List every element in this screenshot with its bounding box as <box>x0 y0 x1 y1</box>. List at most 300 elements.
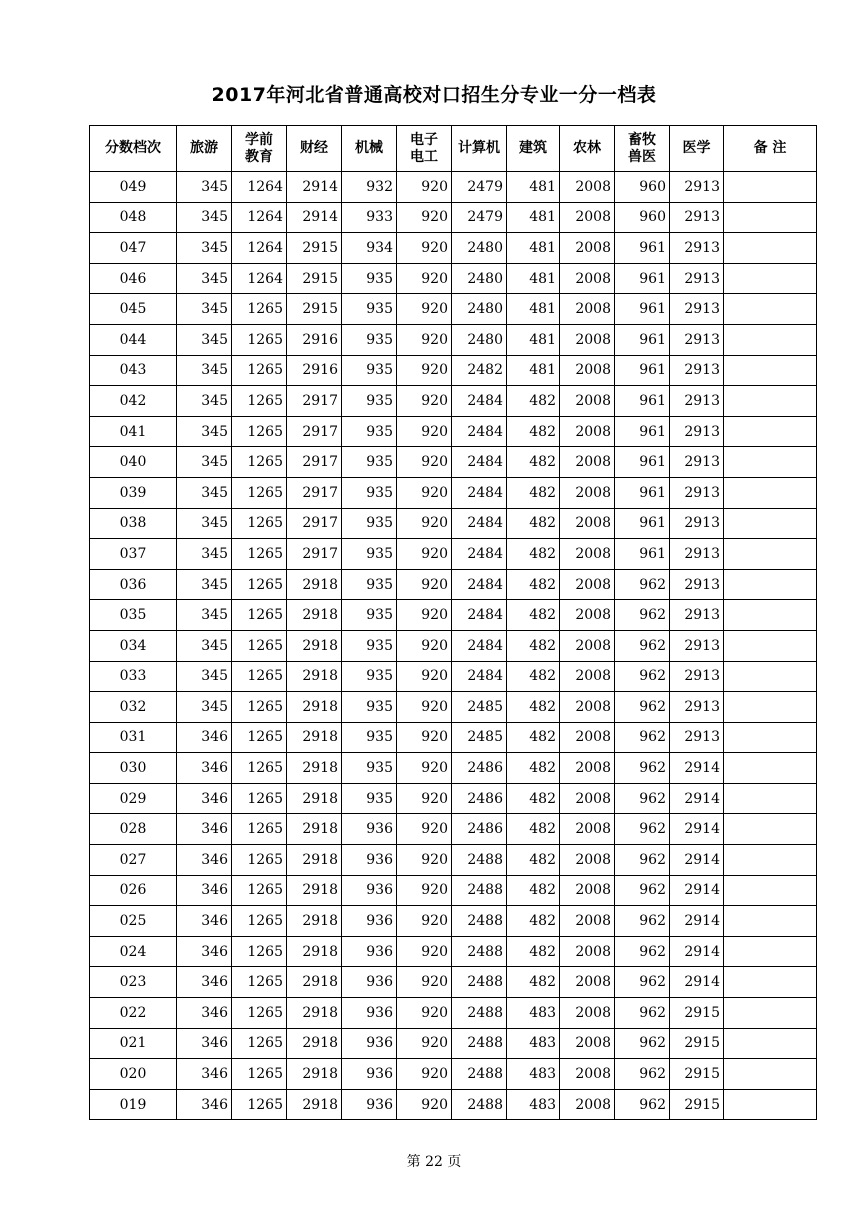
cell-yixue: 2913 <box>670 233 724 264</box>
cell-jianzhu: 482 <box>507 447 560 478</box>
cell-caijing: 2918 <box>287 783 342 814</box>
cell-yixue: 2913 <box>670 477 724 508</box>
cell-jixie: 935 <box>342 753 397 784</box>
cell-xueqian: 1264 <box>232 233 287 264</box>
cell-xueqian: 1265 <box>232 324 287 355</box>
cell-xumu: 962 <box>615 661 670 692</box>
cell-dianzi: 920 <box>397 233 452 264</box>
cell-xueqian: 1265 <box>232 753 287 784</box>
cell-caijing: 2915 <box>287 263 342 294</box>
cell-caijing: 2918 <box>287 692 342 723</box>
cell-yixue: 2913 <box>670 172 724 203</box>
cell-yixue: 2915 <box>670 998 724 1029</box>
cell-xueqian: 1265 <box>232 600 287 631</box>
column-header-label: 旅游 <box>190 140 218 156</box>
cell-jisuanji: 2488 <box>452 1059 507 1090</box>
cell-rank: 048 <box>90 202 177 233</box>
cell-xumu: 961 <box>615 355 670 386</box>
cell-beizhu <box>724 324 817 355</box>
cell-jisuanji: 2484 <box>452 539 507 570</box>
cell-rank: 032 <box>90 692 177 723</box>
column-header-label: 财经 <box>300 140 328 156</box>
cell-dianzi: 920 <box>397 783 452 814</box>
cell-dianzi: 920 <box>397 1028 452 1059</box>
cell-jixie: 932 <box>342 172 397 203</box>
cell-dianzi: 920 <box>397 630 452 661</box>
column-header-jisuanji <box>452 126 507 172</box>
table-row <box>90 202 817 233</box>
cell-dianzi: 920 <box>397 569 452 600</box>
cell-jixie: 935 <box>342 600 397 631</box>
cell-beizhu <box>724 783 817 814</box>
cell-jisuanji: 2488 <box>452 1028 507 1059</box>
cell-dianzi: 920 <box>397 753 452 784</box>
cell-lvyou: 345 <box>177 263 232 294</box>
cell-xueqian: 1265 <box>232 1089 287 1120</box>
cell-caijing: 2918 <box>287 753 342 784</box>
cell-jianzhu: 482 <box>507 722 560 753</box>
cell-jisuanji: 2488 <box>452 967 507 998</box>
cell-xueqian: 1265 <box>232 447 287 478</box>
cell-lvyou: 345 <box>177 294 232 325</box>
cell-jixie: 936 <box>342 1089 397 1120</box>
cell-jisuanji: 2488 <box>452 998 507 1029</box>
cell-lvyou: 345 <box>177 172 232 203</box>
cell-jixie: 935 <box>342 477 397 508</box>
cell-yixue: 2914 <box>670 845 724 876</box>
cell-jianzhu: 482 <box>507 967 560 998</box>
cell-beizhu <box>724 967 817 998</box>
cell-jianzhu: 482 <box>507 692 560 723</box>
cell-jisuanji: 2486 <box>452 753 507 784</box>
cell-xueqian: 1265 <box>232 477 287 508</box>
cell-jixie: 935 <box>342 630 397 661</box>
cell-nonglin: 2008 <box>560 447 615 478</box>
table-row <box>90 845 817 876</box>
cell-jixie: 935 <box>342 386 397 417</box>
cell-dianzi: 920 <box>397 998 452 1029</box>
cell-jianzhu: 482 <box>507 508 560 539</box>
cell-nonglin: 2008 <box>560 967 615 998</box>
table-row <box>90 936 817 967</box>
cell-lvyou: 345 <box>177 355 232 386</box>
cell-yixue: 2913 <box>670 569 724 600</box>
cell-xueqian: 1264 <box>232 263 287 294</box>
cell-jianzhu: 483 <box>507 998 560 1029</box>
cell-xumu: 962 <box>615 692 670 723</box>
cell-beizhu <box>724 753 817 784</box>
cell-caijing: 2918 <box>287 1059 342 1090</box>
cell-caijing: 2918 <box>287 936 342 967</box>
cell-jixie: 936 <box>342 906 397 937</box>
cell-rank: 035 <box>90 600 177 631</box>
cell-yixue: 2913 <box>670 661 724 692</box>
table-row <box>90 906 817 937</box>
cell-nonglin: 2008 <box>560 172 615 203</box>
cell-rank: 025 <box>90 906 177 937</box>
cell-yixue: 2914 <box>670 967 724 998</box>
cell-rank: 049 <box>90 172 177 203</box>
cell-nonglin: 2008 <box>560 875 615 906</box>
cell-xumu: 960 <box>615 202 670 233</box>
cell-jixie: 935 <box>342 294 397 325</box>
cell-xueqian: 1265 <box>232 1059 287 1090</box>
cell-beizhu <box>724 508 817 539</box>
cell-nonglin: 2008 <box>560 569 615 600</box>
cell-lvyou: 346 <box>177 998 232 1029</box>
cell-yixue: 2914 <box>670 783 724 814</box>
cell-xumu: 962 <box>615 569 670 600</box>
cell-xueqian: 1265 <box>232 875 287 906</box>
cell-lvyou: 345 <box>177 386 232 417</box>
cell-nonglin: 2008 <box>560 416 615 447</box>
cell-caijing: 2918 <box>287 569 342 600</box>
column-header-caijing <box>287 126 342 172</box>
table-row <box>90 967 817 998</box>
cell-yixue: 2915 <box>670 1089 724 1120</box>
cell-nonglin: 2008 <box>560 814 615 845</box>
cell-nonglin: 2008 <box>560 692 615 723</box>
cell-rank: 042 <box>90 386 177 417</box>
cell-rank: 021 <box>90 1028 177 1059</box>
cell-rank: 036 <box>90 569 177 600</box>
cell-dianzi: 920 <box>397 294 452 325</box>
cell-xumu: 961 <box>615 294 670 325</box>
cell-nonglin: 2008 <box>560 263 615 294</box>
cell-dianzi: 920 <box>397 875 452 906</box>
column-header-label: 分数档次 <box>105 140 161 156</box>
cell-xumu: 961 <box>615 508 670 539</box>
cell-nonglin: 2008 <box>560 600 615 631</box>
cell-dianzi: 920 <box>397 172 452 203</box>
cell-dianzi: 920 <box>397 1059 452 1090</box>
cell-jixie: 935 <box>342 324 397 355</box>
cell-xueqian: 1265 <box>232 569 287 600</box>
cell-jianzhu: 483 <box>507 1028 560 1059</box>
cell-xueqian: 1265 <box>232 692 287 723</box>
cell-beizhu <box>724 630 817 661</box>
table-row <box>90 1028 817 1059</box>
cell-jisuanji: 2484 <box>452 416 507 447</box>
table-header-row <box>90 126 817 172</box>
cell-lvyou: 345 <box>177 539 232 570</box>
column-header-label: 学前 <box>245 131 273 148</box>
cell-jisuanji: 2479 <box>452 172 507 203</box>
cell-rank: 019 <box>90 1089 177 1120</box>
cell-jixie: 935 <box>342 263 397 294</box>
cell-caijing: 2918 <box>287 845 342 876</box>
cell-xumu: 961 <box>615 447 670 478</box>
column-header-label: 机械 <box>355 140 383 156</box>
cell-nonglin: 2008 <box>560 386 615 417</box>
cell-xueqian: 1265 <box>232 416 287 447</box>
cell-beizhu <box>724 263 817 294</box>
table-row <box>90 998 817 1029</box>
cell-lvyou: 345 <box>177 233 232 264</box>
cell-jixie: 935 <box>342 569 397 600</box>
cell-dianzi: 920 <box>397 477 452 508</box>
cell-yixue: 2913 <box>670 508 724 539</box>
cell-caijing: 2918 <box>287 630 342 661</box>
cell-xueqian: 1264 <box>232 202 287 233</box>
cell-yixue: 2913 <box>670 539 724 570</box>
column-header-dianzi <box>397 126 452 172</box>
cell-rank: 028 <box>90 814 177 845</box>
cell-caijing: 2917 <box>287 447 342 478</box>
cell-xumu: 960 <box>615 172 670 203</box>
cell-caijing: 2914 <box>287 172 342 203</box>
column-header-jixie <box>342 126 397 172</box>
cell-xueqian: 1265 <box>232 722 287 753</box>
cell-jisuanji: 2484 <box>452 477 507 508</box>
column-header-label: 备 注 <box>753 140 787 156</box>
table-row <box>90 753 817 784</box>
cell-rank: 039 <box>90 477 177 508</box>
cell-nonglin: 2008 <box>560 1059 615 1090</box>
cell-jixie: 935 <box>342 722 397 753</box>
cell-xueqian: 1265 <box>232 814 287 845</box>
cell-jianzhu: 482 <box>507 569 560 600</box>
cell-rank: 044 <box>90 324 177 355</box>
cell-xumu: 962 <box>615 845 670 876</box>
cell-jixie: 936 <box>342 814 397 845</box>
cell-jianzhu: 481 <box>507 233 560 264</box>
cell-xueqian: 1264 <box>232 172 287 203</box>
cell-jixie: 936 <box>342 845 397 876</box>
cell-beizhu <box>724 1089 817 1120</box>
cell-lvyou: 345 <box>177 600 232 631</box>
cell-rank: 020 <box>90 1059 177 1090</box>
cell-yixue: 2913 <box>670 294 724 325</box>
column-header-label: 畜牧 <box>628 131 656 148</box>
cell-xumu: 962 <box>615 783 670 814</box>
cell-lvyou: 346 <box>177 1028 232 1059</box>
cell-beizhu <box>724 600 817 631</box>
cell-xueqian: 1265 <box>232 906 287 937</box>
cell-xumu: 961 <box>615 233 670 264</box>
cell-beizhu <box>724 936 817 967</box>
cell-jisuanji: 2480 <box>452 263 507 294</box>
column-header-label: 电工 <box>410 148 438 165</box>
cell-xueqian: 1265 <box>232 967 287 998</box>
cell-dianzi: 920 <box>397 263 452 294</box>
cell-yixue: 2915 <box>670 1059 724 1090</box>
cell-jianzhu: 482 <box>507 814 560 845</box>
cell-rank: 026 <box>90 875 177 906</box>
cell-jixie: 936 <box>342 967 397 998</box>
cell-nonglin: 2008 <box>560 233 615 264</box>
cell-dianzi: 920 <box>397 936 452 967</box>
cell-xumu: 962 <box>615 630 670 661</box>
cell-nonglin: 2008 <box>560 1028 615 1059</box>
cell-jianzhu: 482 <box>507 936 560 967</box>
table-row <box>90 600 817 631</box>
cell-jianzhu: 483 <box>507 1089 560 1120</box>
cell-xumu: 961 <box>615 324 670 355</box>
cell-jisuanji: 2480 <box>452 324 507 355</box>
cell-beizhu <box>724 202 817 233</box>
cell-beizhu <box>724 447 817 478</box>
cell-jianzhu: 482 <box>507 386 560 417</box>
cell-xumu: 962 <box>615 722 670 753</box>
cell-xueqian: 1265 <box>232 539 287 570</box>
cell-beizhu <box>724 722 817 753</box>
cell-dianzi: 920 <box>397 416 452 447</box>
cell-jianzhu: 482 <box>507 539 560 570</box>
cell-rank: 027 <box>90 845 177 876</box>
cell-lvyou: 345 <box>177 661 232 692</box>
table-row <box>90 783 817 814</box>
cell-beizhu <box>724 661 817 692</box>
cell-nonglin: 2008 <box>560 508 615 539</box>
cell-dianzi: 920 <box>397 355 452 386</box>
cell-dianzi: 920 <box>397 814 452 845</box>
cell-yixue: 2914 <box>670 906 724 937</box>
cell-jisuanji: 2485 <box>452 722 507 753</box>
cell-caijing: 2917 <box>287 416 342 447</box>
cell-xumu: 961 <box>615 416 670 447</box>
cell-lvyou: 345 <box>177 324 232 355</box>
cell-beizhu <box>724 233 817 264</box>
table-row <box>90 324 817 355</box>
cell-beizhu <box>724 1028 817 1059</box>
table-row <box>90 630 817 661</box>
cell-jianzhu: 483 <box>507 1059 560 1090</box>
cell-xueqian: 1265 <box>232 783 287 814</box>
cell-jisuanji: 2484 <box>452 661 507 692</box>
cell-nonglin: 2008 <box>560 661 615 692</box>
cell-jisuanji: 2484 <box>452 630 507 661</box>
cell-lvyou: 346 <box>177 967 232 998</box>
table-row <box>90 416 817 447</box>
cell-caijing: 2917 <box>287 539 342 570</box>
cell-jianzhu: 481 <box>507 355 560 386</box>
cell-beizhu <box>724 814 817 845</box>
cell-jixie: 934 <box>342 233 397 264</box>
cell-dianzi: 920 <box>397 967 452 998</box>
cell-jisuanji: 2484 <box>452 386 507 417</box>
table-row <box>90 447 817 478</box>
cell-lvyou: 346 <box>177 936 232 967</box>
column-header-nonglin <box>560 126 615 172</box>
score-distribution-table <box>89 125 817 1120</box>
cell-jisuanji: 2488 <box>452 1089 507 1120</box>
cell-xueqian: 1265 <box>232 630 287 661</box>
cell-nonglin: 2008 <box>560 753 615 784</box>
column-header-label: 建筑 <box>519 140 547 156</box>
cell-rank: 040 <box>90 447 177 478</box>
cell-yixue: 2913 <box>670 416 724 447</box>
cell-xumu: 962 <box>615 1059 670 1090</box>
cell-yixue: 2915 <box>670 1028 724 1059</box>
cell-yixue: 2914 <box>670 875 724 906</box>
table-row <box>90 263 817 294</box>
column-header-label: 农林 <box>573 140 601 156</box>
cell-jianzhu: 481 <box>507 263 560 294</box>
column-header-rank <box>90 126 177 172</box>
cell-jixie: 935 <box>342 661 397 692</box>
cell-xumu: 961 <box>615 263 670 294</box>
cell-caijing: 2918 <box>287 814 342 845</box>
cell-lvyou: 345 <box>177 477 232 508</box>
cell-lvyou: 346 <box>177 845 232 876</box>
table-row <box>90 875 817 906</box>
cell-jisuanji: 2480 <box>452 294 507 325</box>
cell-lvyou: 345 <box>177 416 232 447</box>
cell-rank: 038 <box>90 508 177 539</box>
cell-rank: 023 <box>90 967 177 998</box>
cell-jixie: 935 <box>342 783 397 814</box>
cell-lvyou: 346 <box>177 722 232 753</box>
table-row <box>90 1089 817 1120</box>
cell-caijing: 2917 <box>287 386 342 417</box>
cell-jisuanji: 2486 <box>452 814 507 845</box>
cell-lvyou: 346 <box>177 1059 232 1090</box>
cell-jixie: 935 <box>342 692 397 723</box>
cell-jixie: 936 <box>342 998 397 1029</box>
cell-nonglin: 2008 <box>560 998 615 1029</box>
cell-nonglin: 2008 <box>560 355 615 386</box>
cell-yixue: 2913 <box>670 202 724 233</box>
cell-jixie: 936 <box>342 1028 397 1059</box>
cell-jisuanji: 2486 <box>452 783 507 814</box>
table-row <box>90 355 817 386</box>
column-header-label: 兽医 <box>628 148 656 165</box>
cell-nonglin: 2008 <box>560 936 615 967</box>
cell-jianzhu: 482 <box>507 783 560 814</box>
table-row <box>90 692 817 723</box>
cell-lvyou: 346 <box>177 1089 232 1120</box>
table-row <box>90 1059 817 1090</box>
cell-xumu: 962 <box>615 998 670 1029</box>
cell-lvyou: 345 <box>177 569 232 600</box>
cell-jisuanji: 2485 <box>452 692 507 723</box>
cell-lvyou: 345 <box>177 202 232 233</box>
cell-beizhu <box>724 906 817 937</box>
cell-beizhu <box>724 1059 817 1090</box>
cell-xumu: 962 <box>615 600 670 631</box>
cell-nonglin: 2008 <box>560 324 615 355</box>
table-row <box>90 661 817 692</box>
cell-lvyou: 346 <box>177 906 232 937</box>
cell-jianzhu: 482 <box>507 416 560 447</box>
cell-caijing: 2918 <box>287 967 342 998</box>
cell-jianzhu: 482 <box>507 477 560 508</box>
cell-beizhu <box>724 477 817 508</box>
cell-jianzhu: 481 <box>507 202 560 233</box>
table-row <box>90 172 817 203</box>
cell-yixue: 2913 <box>670 263 724 294</box>
column-header-label: 电子 <box>410 131 438 148</box>
column-header-label: 教育 <box>245 148 273 165</box>
cell-jianzhu: 482 <box>507 600 560 631</box>
cell-caijing: 2918 <box>287 722 342 753</box>
cell-caijing: 2916 <box>287 324 342 355</box>
cell-dianzi: 920 <box>397 447 452 478</box>
cell-beizhu <box>724 294 817 325</box>
cell-lvyou: 345 <box>177 508 232 539</box>
cell-xueqian: 1265 <box>232 998 287 1029</box>
table-row <box>90 508 817 539</box>
cell-xumu: 962 <box>615 875 670 906</box>
cell-xumu: 962 <box>615 1028 670 1059</box>
cell-nonglin: 2008 <box>560 783 615 814</box>
cell-caijing: 2917 <box>287 508 342 539</box>
cell-rank: 047 <box>90 233 177 264</box>
page-number: 第 22 页 <box>406 1154 462 1170</box>
cell-nonglin: 2008 <box>560 722 615 753</box>
cell-nonglin: 2008 <box>560 1089 615 1120</box>
